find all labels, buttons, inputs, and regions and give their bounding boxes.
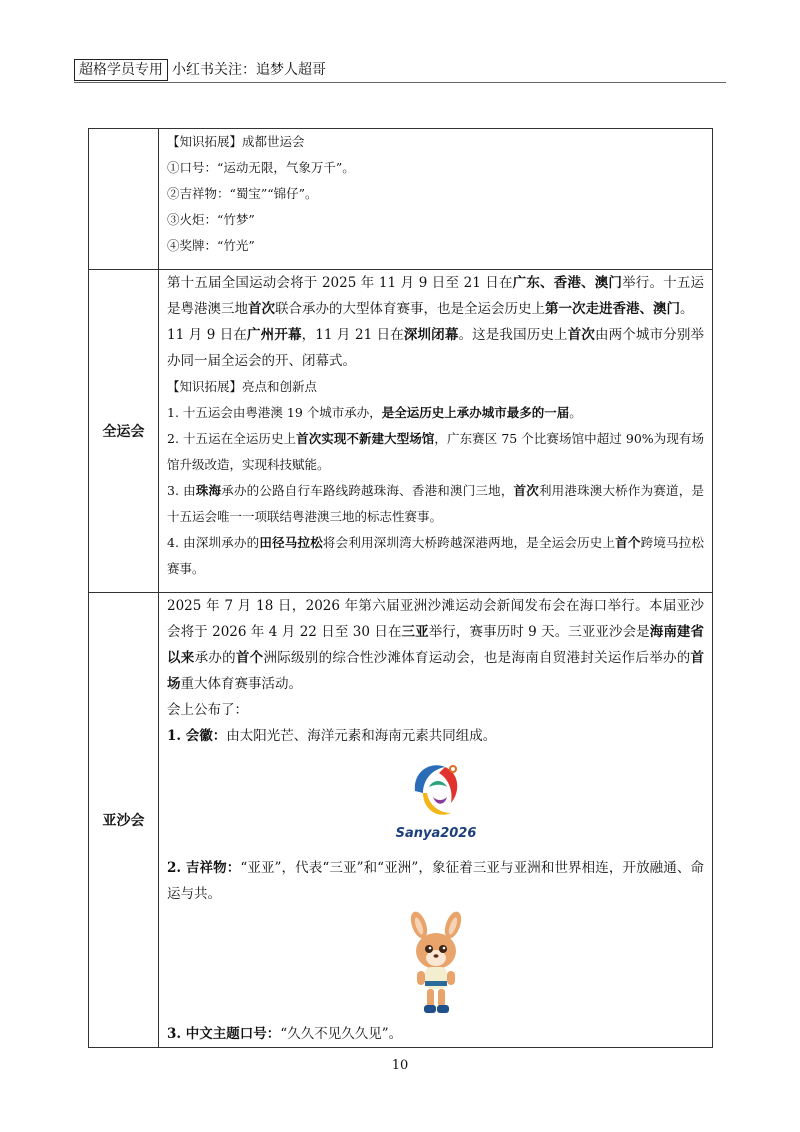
deer-mascot-icon: [401, 911, 471, 1021]
row-label: 全运会: [89, 270, 159, 593]
table-row: [89, 593, 713, 1048]
content-table: [88, 128, 713, 1048]
row-content: [159, 270, 713, 593]
knowledge-heading: 【知识拓展】亮点和创新点: [167, 379, 318, 394]
paragraph: 1. 会徽：由太阳光芒、海洋元素和海南元素共同组成。: [167, 728, 497, 744]
medal-line: ④奖牌：“竹光”: [167, 238, 255, 253]
row-label: 亚沙会: [89, 593, 159, 1048]
row-content: [159, 593, 713, 1048]
paragraph: 2025 年 7 月 18 日，2026 年第六届亚洲沙滩运动会新闻发布会在海口举行。本届亚沙会将于 2026 年 4 月 22 日至 30 日在三亚举行，赛事历时 9 天。三亚亚沙会是海南建省以来承办的首个洲际级别的综合性沙滩体育运动会，也是海南自贸港封关运作后举办的首场重大体育赛事活动。: [167, 598, 705, 692]
header-tag: 超格学员专用: [74, 59, 168, 81]
table-row: [89, 270, 713, 593]
games-emblem-icon: [393, 757, 479, 845]
paragraph: 2. 吉祥物：“亚亚”，代表“三亚”和“亚洲”，象征着三亚与亚洲和世界相连，开放融通、命运与共。: [167, 860, 704, 902]
header-divider: [74, 82, 726, 83]
slogan-line: ①口号：“运动无限，气象万千”。: [167, 160, 355, 175]
row-content: [159, 129, 713, 270]
torch-line: ③火炬：“竹梦”: [167, 212, 255, 227]
knowledge-heading: 【知识拓展】成都世运会: [167, 134, 305, 149]
page-number: 10: [391, 1058, 409, 1073]
mascot-line: ②吉祥物：“蜀宝”“锦仔”。: [167, 186, 318, 201]
svg-text:Sanya2026: Sanya2026: [395, 826, 476, 841]
paragraph: 1. 十五运会由粤港澳 19 个城市承办，是全运历史上承办城市最多的一届。: [167, 405, 582, 420]
header-note: 小红书关注：追梦人超哥: [172, 62, 326, 78]
emblem-image: [167, 755, 704, 847]
paragraph: 11 月 9 日在广州开幕，11 月 21 日在深圳闭幕。这是我国历史上首次由两个城市分别举办同一届全运会的开、闭幕式。: [167, 327, 705, 369]
paragraph: 会上公布了：: [167, 702, 248, 718]
paragraph: 2. 十五运在全运历史上首次实现不新建大型场馆，广东赛区 75 个比赛场馆中超过 90%为现有场馆升级改造，实现科技赋能。: [167, 431, 704, 472]
table-row: [89, 129, 713, 270]
paragraph: 4. 由深圳承办的田径马拉松将会利用深圳湾大桥跨越深港两地，是全运会历史上首个跨境马拉松赛事。: [167, 535, 704, 576]
paragraph: 第十五届全国运动会将于 2025 年 11 月 9 日至 21 日在广东、香港、澳门举行。十五运是粤港澳三地首次联合承办的大型体育赛事，也是全运会历史上第一次走进香港、澳门。: [167, 275, 705, 317]
mascot-image: [167, 911, 704, 1021]
paragraph: 3. 由珠海承办的公路自行车路线跨越珠海、香港和澳门三地，首次利用港珠澳大桥作为赛道，是十五运会唯一一项联结粤港澳三地的标志性赛事。: [167, 483, 704, 524]
row-label-empty: [89, 129, 159, 270]
paragraph: 3. 中文主题口号：“久久不见久久见”。: [167, 1026, 403, 1042]
page-header: [74, 59, 326, 81]
